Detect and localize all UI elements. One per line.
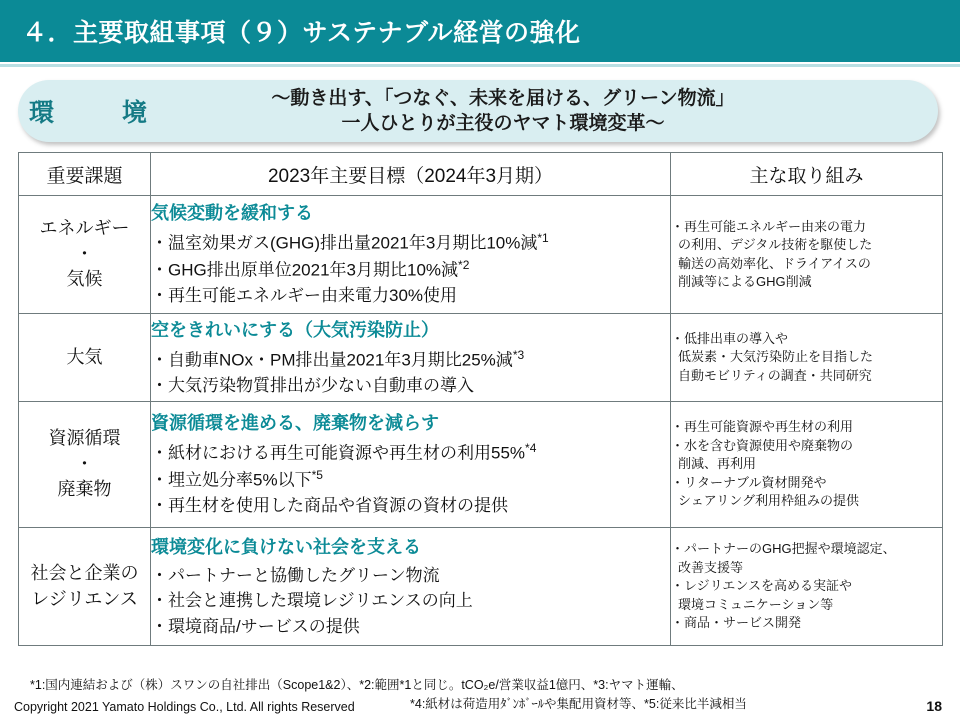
- footnote-marker: *3: [512, 347, 525, 362]
- column-header-goal: 2023年主要目標（2024年3月期）: [151, 153, 671, 196]
- action-line: ・リターナブル資材開発や: [671, 474, 827, 490]
- goal-heading: 環境変化に負けない社会を支える: [151, 536, 421, 557]
- footnote-marker: *4: [525, 441, 537, 456]
- action-line: 環境コミュニケーション等: [678, 596, 834, 612]
- action-line: の利用、デジタル技術を駆使した: [678, 237, 873, 253]
- banner-label: 環 境: [28, 99, 153, 127]
- footnote-marker: *5: [311, 468, 323, 483]
- issue-line: エネルギー: [39, 218, 130, 239]
- action-line: ・水を含む資源使用や廃棄物の: [671, 437, 854, 453]
- copyright-text: Copyright 2021 Yamato Holdings Co., Ltd. All rights Reserved: [14, 700, 355, 714]
- banner-text: [158, 86, 938, 136]
- table-row: [19, 314, 943, 402]
- action-line: 自動モビリティの調査・共同研究: [678, 367, 872, 383]
- action-line: 削減、再利用: [678, 456, 757, 472]
- goal-heading: 気候変動を緩和する: [151, 203, 313, 224]
- issue-line: 気候: [66, 269, 103, 290]
- footnote-line-1: *1:国内連結および（株）スワンの自社排出（Scope1&2）、*2:範囲*1と同じ。tCO₂e/営業収益1億円、*3:ヤマト運輸、: [30, 678, 684, 692]
- header-divider: [0, 64, 960, 67]
- issue-cell: [19, 314, 151, 402]
- goal-cell: [151, 402, 671, 528]
- table-row: [19, 402, 943, 528]
- issue-line: 廃棄物: [57, 479, 112, 500]
- action-cell: [671, 402, 943, 528]
- issue-cell: [19, 196, 151, 314]
- action-line: 削減等によるGHG削減: [678, 273, 812, 289]
- goal-list: [151, 229, 670, 309]
- action-line: ・商品・サービス開発: [671, 615, 802, 631]
- goal-item: ・パートナーと協働したグリーン物流: [151, 565, 440, 585]
- footnote-marker: *1: [537, 231, 549, 246]
- goal-cell: [151, 314, 671, 402]
- page-title: ４．主要取組事項（９）サステナブル経営の強化: [22, 19, 581, 47]
- action-cell: [671, 528, 943, 646]
- banner-text-line1: 〜動き出す、「つなぐ、未来を届ける、グリーン物流」: [271, 87, 735, 109]
- goal-list: [151, 439, 670, 519]
- issue-line: ・: [75, 243, 94, 264]
- action-line: シェアリング利用枠組みの提供: [678, 493, 859, 509]
- column-header-action: 主な取り組み: [671, 153, 943, 196]
- issue-line: ・: [75, 453, 94, 474]
- issue-cell: [19, 528, 151, 646]
- column-header-issue: 重要課題: [19, 153, 151, 196]
- action-line: 輸送の高効率化、ドライアイスの: [678, 255, 871, 271]
- goal-item: ・環境商品/サービスの提供: [151, 616, 360, 636]
- action-line: ・パートナーのGHG把握や環境認定、: [671, 541, 896, 557]
- goal-list: [151, 563, 670, 640]
- goal-item: ・埋立処分率5%以下$^{*5}$: [151, 468, 323, 490]
- action-line: ・レジリエンスを高める実証や: [671, 578, 853, 594]
- issue-line: 資源循環: [48, 428, 121, 449]
- footnote-marker: *2: [458, 258, 470, 273]
- goal-cell: [151, 196, 671, 314]
- action-line: 低炭素・大気汚染防止を目指した: [678, 349, 874, 365]
- page-number: 18: [926, 698, 942, 714]
- table-row: [19, 528, 943, 646]
- goal-item: ・大気汚染物質排出が少ない自動車の導入: [151, 375, 474, 395]
- environment-banner: [18, 80, 938, 142]
- action-line: ・低排出車の導入や: [671, 330, 789, 346]
- table-row: [19, 196, 943, 314]
- issue-cell: [19, 402, 151, 528]
- goal-cell: [151, 528, 671, 646]
- table-body: [19, 196, 943, 646]
- issue-line: レジリエンス: [31, 588, 138, 609]
- goal-item: ・社会と連携した環境レジリエンスの向上: [151, 591, 473, 611]
- action-line: ・再生可能エネルギー由来の電力: [671, 218, 867, 234]
- action-line: ・再生可能資源や再生材の利用: [671, 419, 854, 435]
- goal-item: ・再生可能エネルギー由来電力30%使用: [151, 286, 458, 306]
- action-cell: [671, 314, 943, 402]
- goal-item: ・GHG排出原単位2021年3月期比10%減$^{*2}$: [151, 258, 470, 280]
- sustainability-table: [18, 152, 943, 646]
- action-cell: [671, 196, 943, 314]
- issue-line: 大気: [66, 346, 103, 367]
- footnote-line-2: *4:紙材は荷造用ﾀﾞﾝﾎﾞｰﾙや集配用資材等、*5:従来比半減相当: [410, 696, 747, 711]
- banner-text-line2: 一人ひとりが主役のヤマト環境変革〜: [341, 113, 665, 134]
- issue-line: 社会と企業の: [30, 562, 139, 583]
- goal-item: ・紙材における再生可能資源や再生材の利用55%$^{*4}$: [151, 441, 537, 463]
- goal-item: ・再生材を使用した商品や省資源の資材の提供: [151, 496, 508, 516]
- goal-heading: 空をきれいにする（大気汚染防止）: [151, 319, 439, 340]
- goal-heading: 資源循環を進める、廃棄物を減らす: [151, 413, 439, 434]
- action-line: 改善支援等: [678, 559, 744, 575]
- goal-list: [151, 346, 670, 399]
- slide-header: [0, 0, 960, 62]
- goal-item: ・自動車NOx・PM排出量2021年3月期比25%減$^{*3}$: [151, 347, 525, 370]
- goal-item: ・温室効果ガス(GHG)排出量2021年3月期比10%減$^{*1}$: [151, 231, 549, 253]
- table-header-row: [19, 153, 943, 196]
